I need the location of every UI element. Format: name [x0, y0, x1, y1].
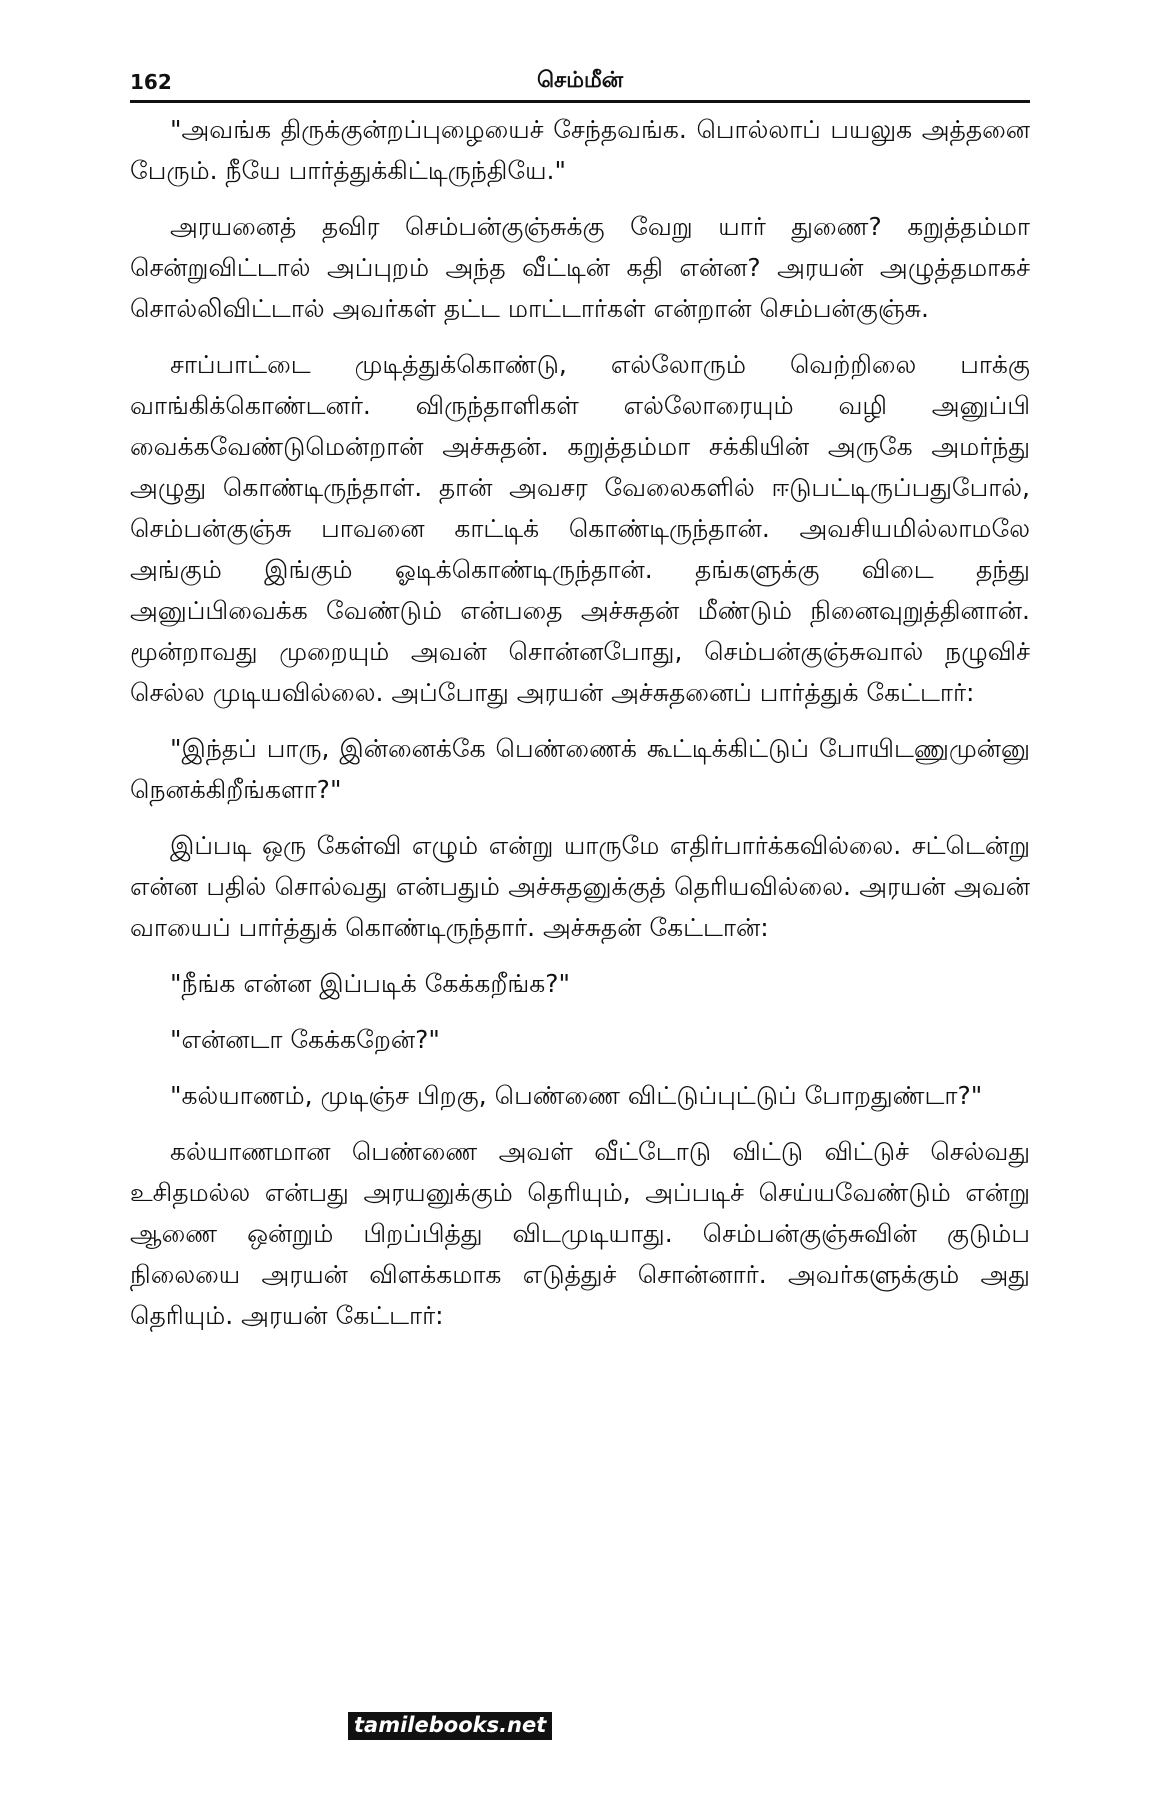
paragraph: சாப்பாட்டை முடித்துக்கொண்டு, எல்லோரும் வெற்றிலை பாக்கு வாங்கிக்கொண்டனர். விருந்தாளிகள் எல்லோரையும் வழி அனுப்பி வைக்கவேண்டுமென்றான் அச்சுதன். கறுத்தம்மா சக்கியின் அருகே அமர்ந்து அழுது கொண்டிருந்தாள். தான் அவசர வேலைகளில் ஈடுபட்டிருப்பதுபோல், செம்பன்குஞ்சு பாவனை காட்டிக் கொண்டிருந்தான். அவசியமில்லாமலே அங்கும் இங்கும் ஓடிக்கொண்டிருந்தான். தங்களுக்கு விடை தந்து அனுப்பிவைக்க வேண்டும் என்பதை அச்சுதன் மீண்டும் நினைவுறுத்தினான். மூன்றாவது முறையும் அவன் சொன்னபோது, செம்பன்குஞ்சுவால் நழுவிச் செல்ல முடியவில்லை. அப்போது அரயன் அச்சுதனைப் பார்த்துக் கேட்டார்:	[130, 350, 1030, 707]
paragraph: "இந்தப் பாரு, இன்னைக்கே பெண்ணைக் கூட்டிக்கிட்டுப் போயிடணுமுன்னு நெனக்கிறீங்களா?"	[130, 734, 1030, 804]
page-footer	[348, 1712, 552, 1740]
paragraph: கல்யாணமான பெண்ணை அவள் வீட்டோடு விட்டு விட்டுச் செல்வது உசிதமல்ல என்பது அரயனுக்கும் தெரியும், அப்படிச் செய்யவேண்டும் என்று ஆணை ஒன்றும் பிறப்பித்து விடமுடியாது. செம்பன்குஞ்சுவின் குடும்ப நிலையை அரயன் விளக்கமாக எடுத்துச் சொன்னார். அவர்களுக்கும் அது தெரியும். அரயன் கேட்டார்:	[130, 1137, 1030, 1330]
paragraph: "என்னடா கேக்கறேன்?"	[170, 1025, 440, 1054]
book-page	[130, 66, 1030, 1786]
paragraph: இப்படி ஒரு கேள்வி எழும் என்று யாருமே எதிர்பார்க்கவில்லை. சட்டென்று என்ன பதில் சொல்வது என்பதும் அச்சுதனுக்குத் தெரியவில்லை. அரயன் அவன் வாயைப் பார்த்துக் கொண்டிருந்தார். அச்சுதன் கேட்டான்:	[130, 831, 1030, 942]
page-header	[130, 66, 1030, 103]
paragraph: "கல்யாணம், முடிஞ்ச பிறகு, பெண்ணை விட்டுப்புட்டுப் போறதுண்டா?"	[170, 1081, 983, 1110]
site-watermark: tamilebooks.net	[348, 1712, 552, 1740]
book-title: செம்மீன்	[536, 68, 624, 93]
page-number: 162	[130, 70, 172, 94]
body-text	[130, 109, 1030, 1336]
paragraph: "நீங்க என்ன இப்படிக் கேக்கறீங்க?"	[170, 969, 570, 998]
paragraph: "அவங்க திருக்குன்றப்புழையைச் சேந்தவங்க. பொல்லாப் பயலுக அத்தனை பேரும். நீயே பார்த்துக்கிட்டிருந்தியே."	[130, 115, 1030, 185]
paragraph: அரயனைத் தவிர செம்பன்குஞ்சுக்கு வேறு யார் துணை? கறுத்தம்மா சென்றுவிட்டால் அப்புறம் அந்த வீட்டின் கதி என்ன? அரயன் அழுத்தமாகச் சொல்லிவிட்டால் அவர்கள் தட்ட மாட்டார்கள் என்றான் செம்பன்குஞ்சு.	[130, 212, 1030, 323]
